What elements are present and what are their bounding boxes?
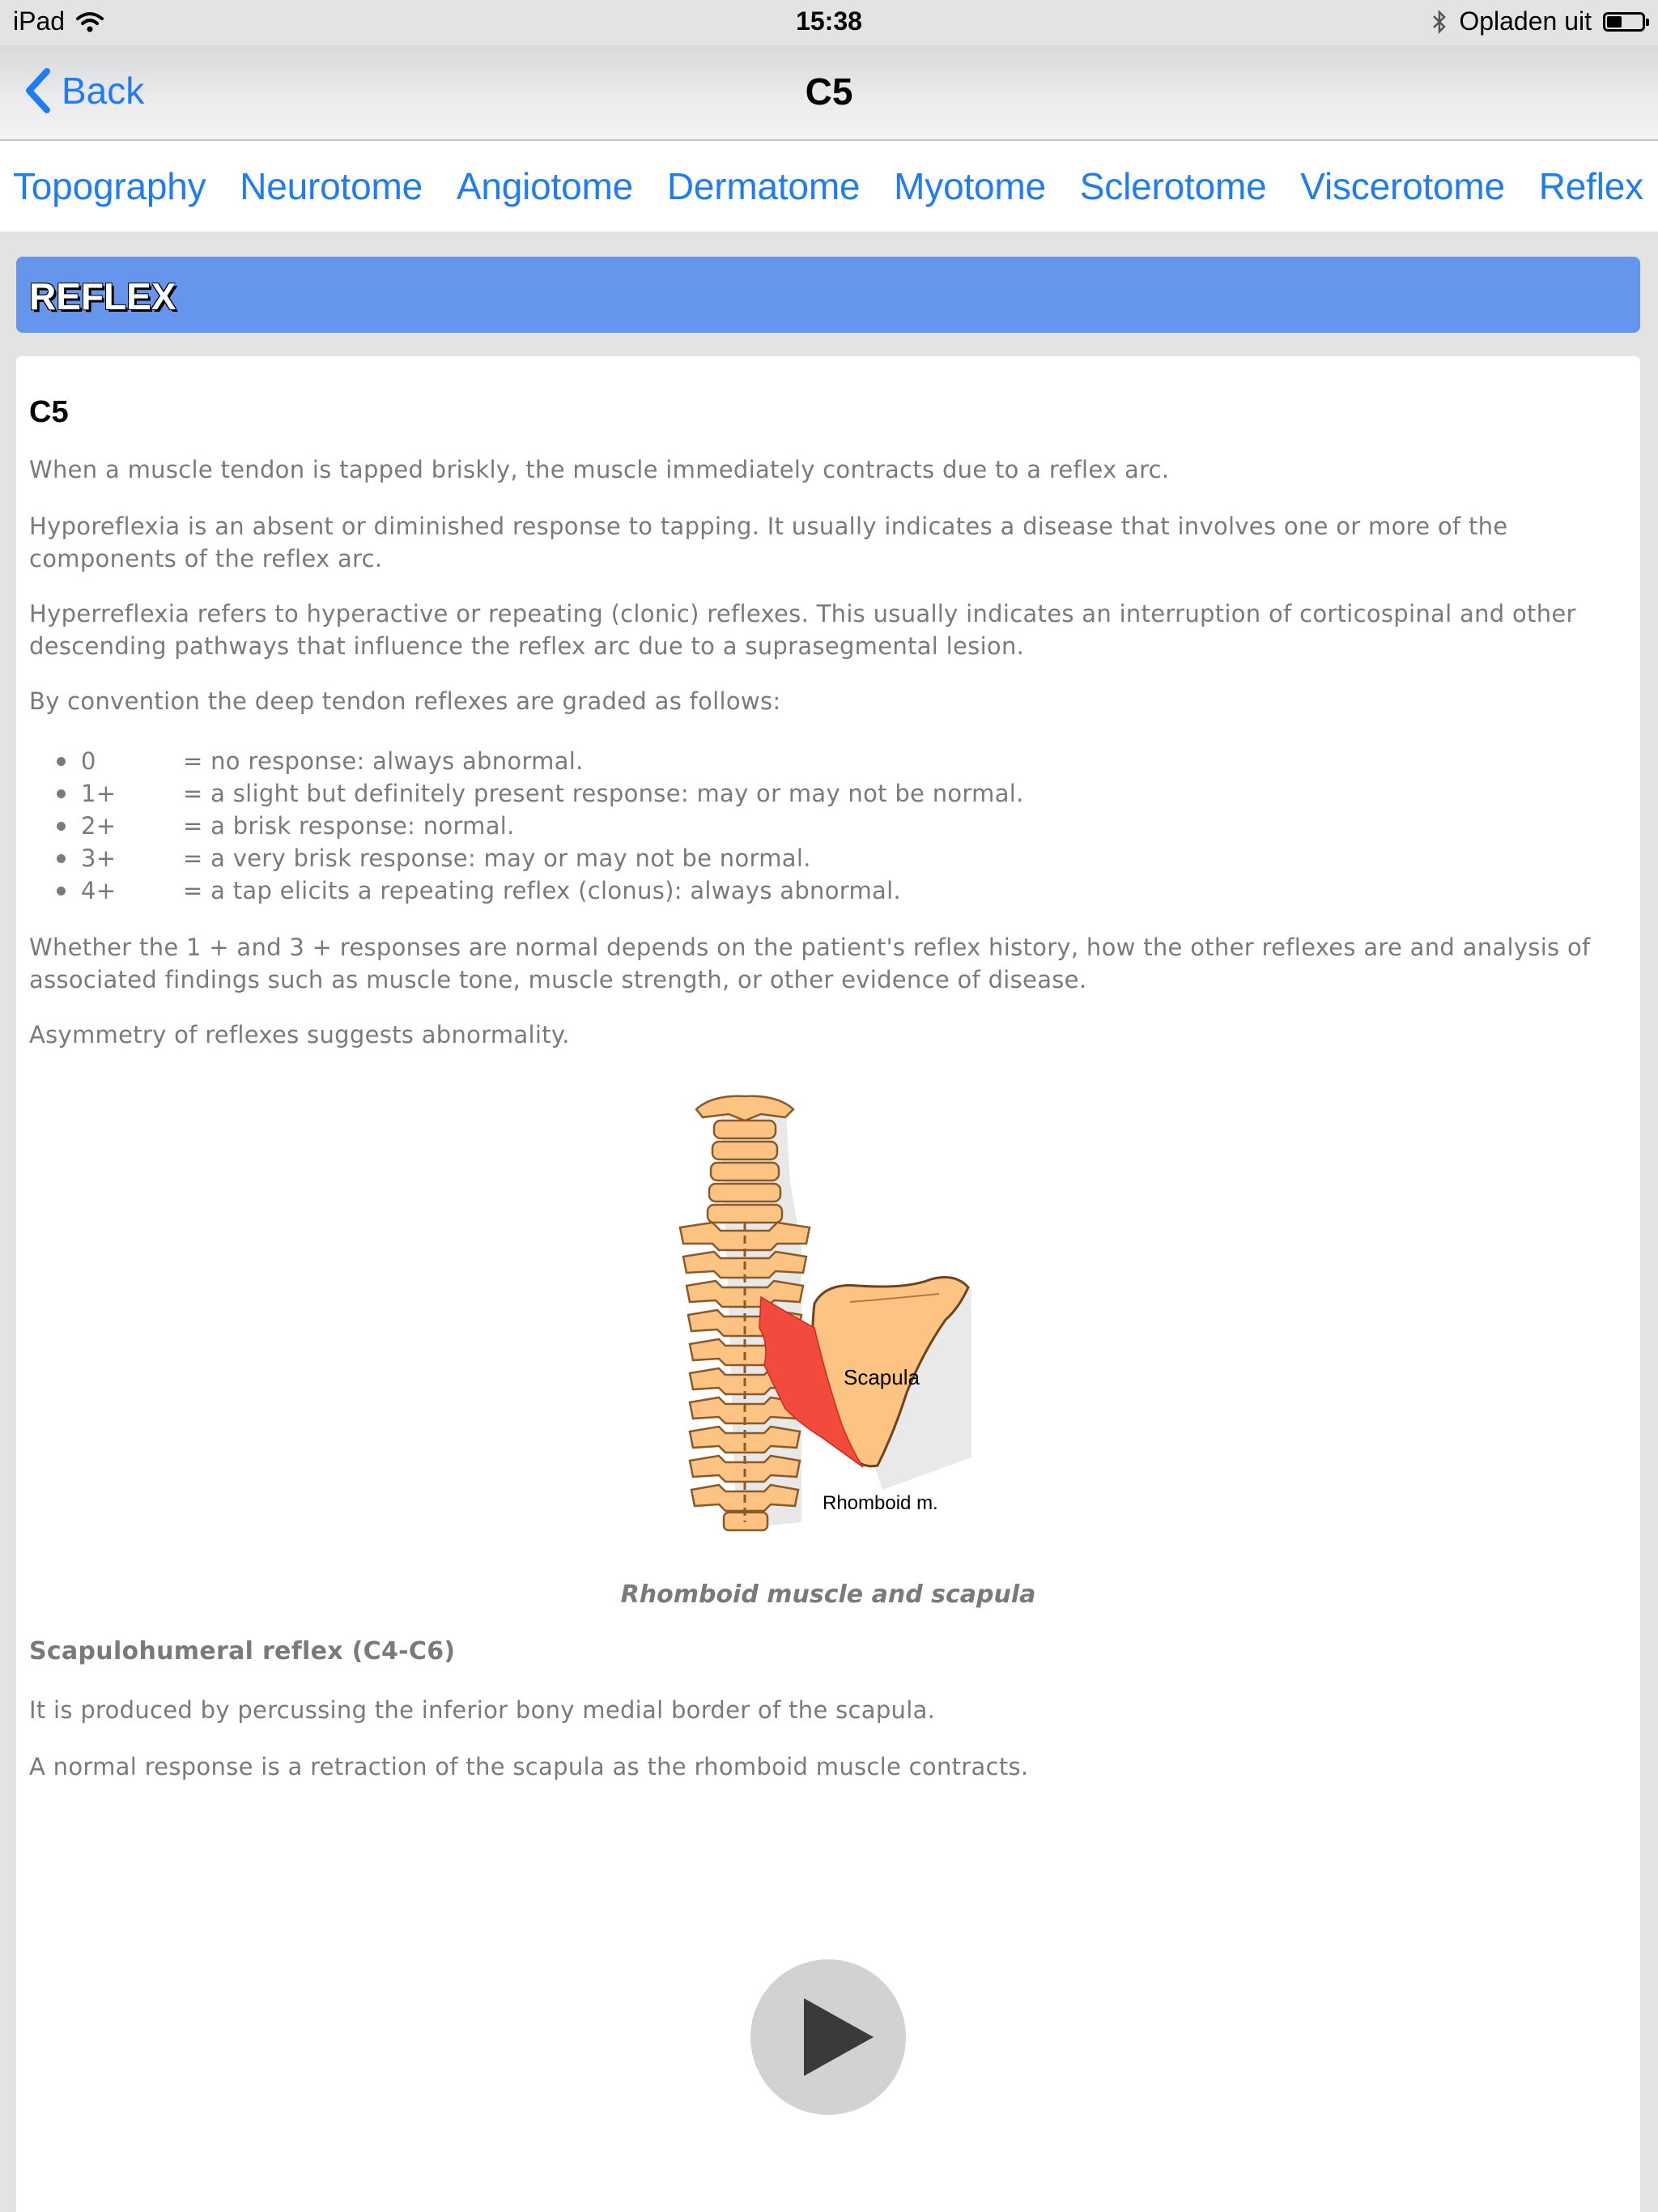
navigation-bar (0, 45, 1658, 141)
paragraph: By convention the deep tendon reflexes are graded as follows: (29, 687, 781, 715)
back-label: Back (62, 70, 145, 112)
section-banner-title: REFLEX (29, 275, 176, 317)
tab-reflex[interactable]: Reflex (1538, 165, 1643, 207)
tab-angiotome[interactable]: Angiotome (456, 165, 633, 207)
device-name: iPad (13, 6, 66, 36)
grade-description: = a very brisk response: may or may not be normal. (183, 844, 811, 872)
scapula-label: Scapula (844, 1365, 920, 1389)
grade-value: 2+ (81, 812, 117, 840)
charging-status: Opladen uit (1459, 6, 1592, 36)
tab-dermatome[interactable]: Dermatome (666, 165, 861, 207)
paragraph: Asymmetry of reflexes suggests abnormality. (29, 1021, 570, 1049)
grade-description: = a slight but definitely present response: may or may not be normal. (183, 780, 1024, 807)
grade-description: = a tap elicits a repeating reflex (clonus): always abnormal. (183, 877, 901, 904)
list-item (81, 842, 1024, 874)
tab-viscerotome[interactable]: Viscerotome (1300, 165, 1505, 207)
bluetooth-icon (1431, 9, 1448, 35)
content-panel (16, 356, 1640, 2212)
grade-value: 0 (81, 747, 96, 775)
play-video-button[interactable] (750, 1959, 906, 2115)
grade-value: 3+ (81, 844, 117, 872)
grade-description: = a brisk response: normal. (183, 812, 515, 840)
status-time: 15:38 (796, 6, 862, 36)
battery-level (1607, 16, 1622, 28)
page-title: C5 (805, 70, 853, 113)
reflex-subheading: Scapulohumeral reflex (C4-C6) (29, 1637, 456, 1665)
status-right (1431, 6, 1645, 36)
tab-topography[interactable]: Topography (13, 165, 206, 207)
content-heading: C5 (29, 395, 69, 429)
tab-neurotome[interactable]: Neurotome (240, 165, 423, 207)
paragraph: Hyperreflexia refers to hyperactive or repeating (clonic) reflexes. This usually indicates an interruption of corticospinal and other descending pathways that influence the reflex arc due to a suprasegmental lesion. (29, 600, 1576, 660)
list-item (81, 777, 1024, 810)
reflex-grade-list (81, 745, 1024, 907)
paragraph: Whether the 1 + and 3 + responses are normal depends on the patient's reflex history, how the other reflexes are and analysis of associated findings such as muscle tone, muscle strength, or other evidence of disease. (29, 934, 1591, 993)
rhomboid-label: Rhomboid m. (823, 1492, 938, 1514)
grade-description: = no response: always abnormal. (183, 747, 584, 775)
section-banner (16, 257, 1640, 333)
play-icon (799, 1995, 877, 2079)
paragraph: A normal response is a retraction of the scapula as the rhomboid muscle contracts. (29, 1753, 1029, 1780)
list-item (81, 745, 1024, 777)
grade-value: 4+ (81, 877, 117, 904)
rhomboid-scapula-illustration (664, 1085, 1036, 1538)
list-item (81, 810, 1024, 842)
paragraph: Hyporeflexia is an absent or diminished response to tapping. It usually indicates a disease that involves one or more of the components of the reflex arc. (29, 513, 1508, 572)
list-item (81, 874, 1024, 907)
tab-sclerotome[interactable]: Sclerotome (1079, 165, 1267, 207)
section-tab-bar (0, 141, 1658, 232)
figure-caption: Rhomboid muscle and scapula (620, 1580, 1036, 1609)
paragraph: It is produced by percussing the inferior bony medial border of the scapula. (29, 1696, 936, 1724)
status-bar (0, 0, 1658, 45)
battery-icon (1603, 12, 1645, 32)
tab-myotome[interactable]: Myotome (894, 165, 1046, 207)
paragraph: When a muscle tendon is tapped briskly, the muscle immediately contracts due to a reflex arc. (29, 456, 1170, 483)
grade-value: 1+ (81, 780, 117, 807)
